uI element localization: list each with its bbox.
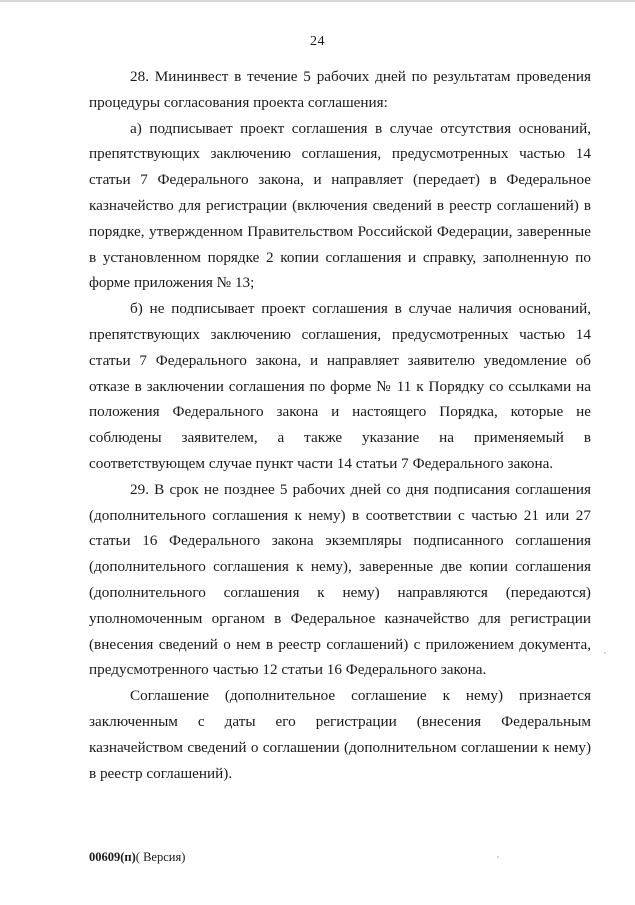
page-top-edge <box>0 0 635 2</box>
document-code: 00609(п) <box>89 850 136 864</box>
paragraph-29: 29. В срок не позднее 5 рабочих дней со дня подписания соглашения (дополнительного соглашения к нему) в соответствии с частью 21 или 27 статьи 16 Федерального закона экземпляры подписанного соглашения (дополнительного соглашения к нему), заверенные две копии соглашения (дополнительного соглашения к нему) направляются (передаются) уполномоченным органом в Федеральное казначейство для регистрации (внесения сведений о нем в реестр соглашений) с приложением документа, предусмотренного частью 12 статьи 16 Федерального закона. <box>89 480 591 679</box>
paragraph-28: 28. Мининвест в течение 5 рабочих дней по результатам проведения процедуры согласования проекта соглашения: <box>89 68 591 111</box>
scan-speck <box>497 856 499 858</box>
document-body <box>89 64 591 786</box>
document-version: ( Версия) <box>135 850 186 864</box>
scan-speck <box>604 652 606 654</box>
paragraph-28-b: б) не подписывает проект соглашения в случае наличия оснований, препятствующих заключению соглашения, предусмотренных частью 14 статьи 7 Федерального закона, и направляет заявителю уведомление об отказе в заключении соглашения по форме № 11 к Порядку со ссылками на положения Федерального закона и настоящего Порядка, которые не соблюдены заявителем, а также указание на применяемый в соответствующем случае пункт части 14 статьи 7 Федерального закона. <box>89 300 591 472</box>
paragraph-agreement-conclusion: Соглашение (дополнительное соглашение к нему) признается заключенным с даты его регистрации (внесения Федеральным казначейством сведений о соглашении (дополнительном соглашении к нему) в реестр соглашений). <box>89 687 591 782</box>
paragraph-28-a: а) подписывает проект соглашения в случае отсутствия оснований, препятствующих заключению соглашения, предусмотренных частью 14 статьи 7 Федерального закона, и направляет (передает) в Федеральное казначейство для регистрации (включения сведений в реестр соглашений) в порядке, утвержденном Правительством Российской Федерации, заверенные в установленном порядке 2 копии соглашения и справку, заполненную по форме приложения № 13; <box>89 119 591 292</box>
page-number: 24 <box>310 34 325 49</box>
document-footer <box>89 850 185 865</box>
